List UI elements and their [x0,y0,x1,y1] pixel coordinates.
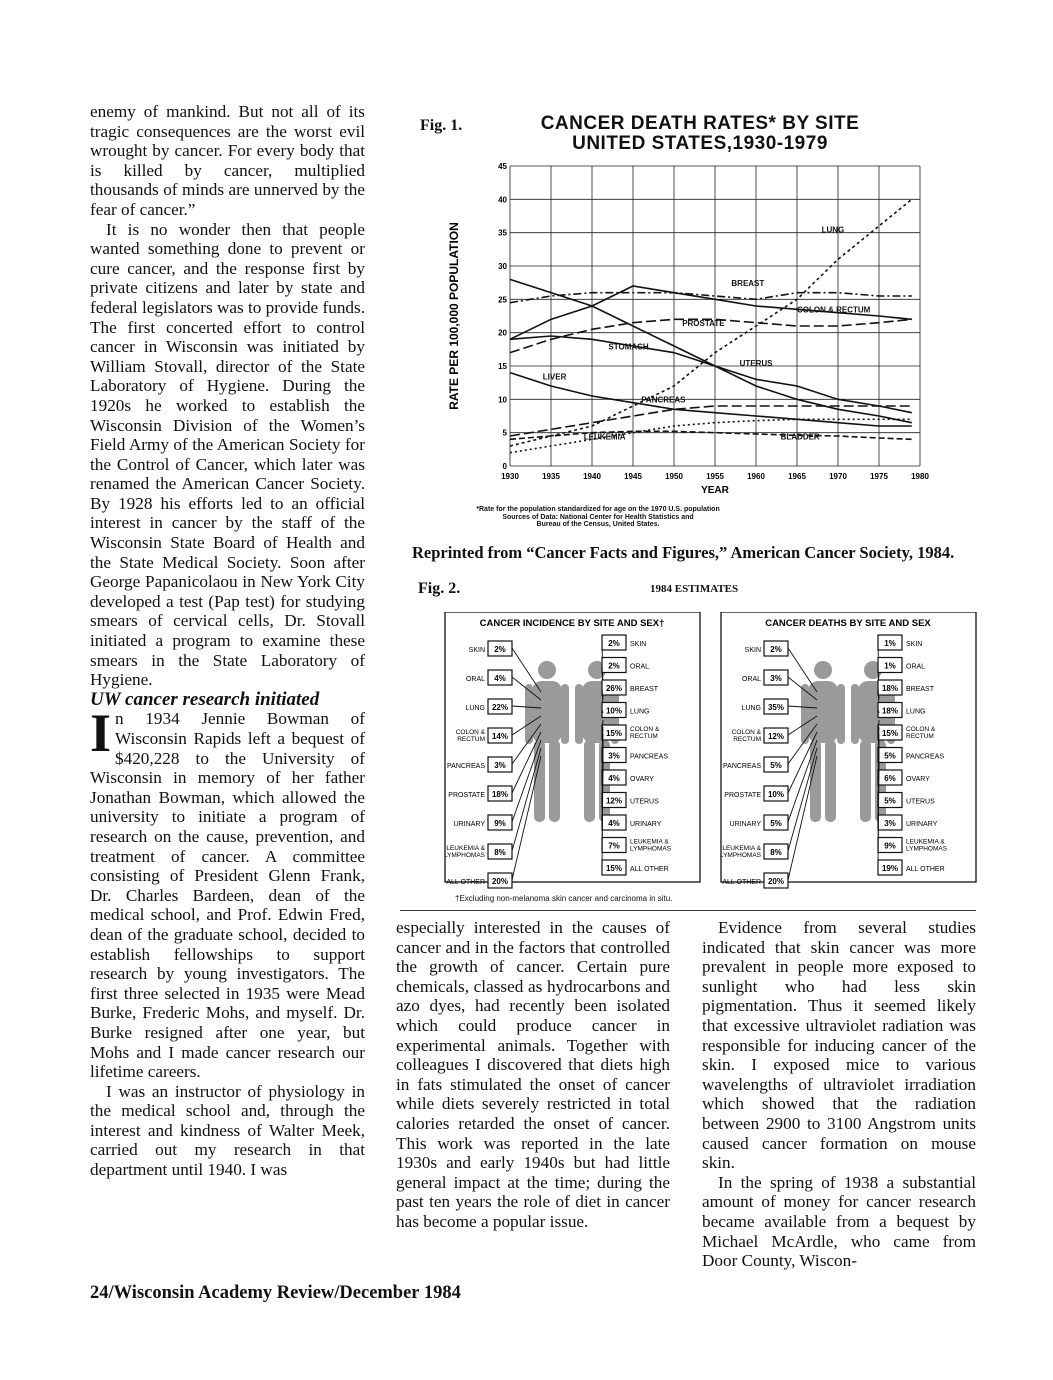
percent-value: 5% [770,819,782,828]
site-label: SKIN [468,647,485,654]
x-tick-label: 1965 [788,472,806,481]
percent-value: 15% [605,864,623,873]
percent-value: 8% [770,848,782,857]
site-label: RECTUM [906,733,934,740]
x-axis-label: YEAR [701,485,729,496]
percent-value: 3% [608,751,620,761]
site-label: PANCREAS [630,753,668,761]
panel-title: CANCER INCIDENCE BY SITE AND SEX† [479,618,665,629]
percent-value: 20% [491,877,509,886]
site-label: COLON & [455,729,485,736]
series-label: STOMACH [608,342,649,352]
percent-value: 22% [491,703,509,712]
percent-value: 2% [494,645,506,654]
leg [860,740,871,822]
site-label: PANCREAS [906,753,944,761]
site-label: URINARY [729,821,761,828]
site-label: COLON & [630,726,660,733]
percent-value: 4% [608,819,620,828]
torso [808,681,838,743]
article-column-1 [90,102,365,1180]
site-label: URINARY [453,821,485,828]
y-tick-label: 25 [498,295,507,305]
site-label: SKIN [630,641,647,648]
percent-value: 26% [605,684,623,693]
series-label: COLON & RECTUM [797,305,871,315]
percent-value: 3% [884,819,896,828]
percent-value: 15% [881,729,899,738]
site-label: LUNG [741,705,761,712]
y-tick-label: 40 [498,195,507,205]
figure-2-label: Fig. 2. [418,580,461,597]
site-label: ALL OTHER [722,879,761,886]
arm [851,684,859,744]
percent-value: 9% [494,819,506,828]
cancer-death-rates-chart [440,160,960,505]
y-tick-label: 0 [502,462,507,471]
site-label: UTERUS [630,798,659,806]
head [538,661,556,679]
x-tick-label: 1955 [706,472,724,481]
series-line [510,293,912,303]
percent-value: 4% [494,674,506,683]
percent-value: 7% [608,841,620,851]
site-label: SKIN [906,641,923,648]
y-tick-label: 30 [498,262,507,271]
panel-title: CANCER DEATHS BY SITE AND SEX [765,618,931,629]
percent-value: 18% [491,790,509,799]
site-label: LYMPHOMAS [906,845,948,853]
y-tick-label: 45 [498,162,507,171]
paragraph [90,703,365,1082]
head [814,661,832,679]
estimates-heading: 1984 ESTIMATES [650,583,739,595]
percent-value: 10% [767,790,785,799]
site-label: BREAST [906,686,935,693]
footnote-line: Sources of Data: National Center for Health Statistics and [502,513,694,521]
drop-cap: I [90,703,112,764]
arm [575,684,583,744]
series-label: PANCREAS [641,395,686,405]
leg [549,740,560,822]
percent-value: 18% [881,706,899,716]
figure-2-footnote: †Excluding non-melanoma skin cancer and carcinoma in situ. [455,894,673,903]
percent-value: 5% [884,796,896,806]
torso [532,681,562,743]
article-column-2 [396,918,670,1232]
site-label: ALL OTHER [630,866,669,873]
series-label: LUNG [821,225,845,235]
series-label: LIVER [542,372,567,382]
site-label: LYMPHOMAS [443,852,485,859]
percent-value: 3% [494,761,506,770]
figure-1-label: Fig. 1. [420,117,463,134]
percent-value: 19% [881,864,899,873]
site-label: PROSTATE [724,792,761,799]
site-label: PANCREAS [723,763,761,770]
site-label: RECTUM [457,736,485,743]
site-label: LYMPHOMAS [630,845,672,853]
site-label: URINARY [630,821,662,828]
x-tick-label: 1980 [911,472,929,481]
paragraph: I was an instructor of physiology in the medical school and, through the interest and kindness of Walter Meek, carried out my research in that department until 1940. I was [90,1081,365,1180]
figure-1-title-line-1: CANCER DEATH RATES* BY SITE [540,113,860,134]
incidence-panel [444,612,700,888]
series-label: LEUKEMIA [583,432,626,442]
percent-value: 6% [884,774,896,783]
cancer-by-site-panels [443,612,983,894]
site-label: LEUKEMIA & [906,838,945,846]
percent-value: 2% [608,639,620,648]
site-label: URINARY [906,821,938,828]
paragraph: enemy of mankind. But not all of its tragic consequences are the worst evil wrought by cancer. For every body that is killed by cancer, multiplied thousands of minds are unnerved by the fear of cancer.” [90,102,365,219]
percent-value: 5% [884,751,896,761]
x-tick-label: 1975 [870,472,888,481]
y-tick-label: 5 [502,428,507,438]
percent-value: 5% [770,761,782,770]
deaths-panel [720,612,976,888]
site-label: PROSTATE [448,792,485,799]
site-label: SKIN [744,647,761,654]
y-tick-label: 35 [498,228,507,238]
paragraph: It is no wonder then that people wanted something done to prevent or cure cancer, and the response first by private citizens and later by state and federal legislators was to provide funds. The first concerted effort to control cancer in Wisconsin was initiated by William Stovall, director of the State Laboratory of Hygiene. During the 1920s he worked to establish the Wisconsin Division of the Women’s Field Army of the American Society for the Control of Cancer, which later was renamed the American Cancer Society. By 1928 his efforts led to an official interest in cancer by the staff of the Wisconsin State Board of Health and the State Medical Society. Soon after George Papanicolaou in New York City developed a test (Pap test) for studying smears of cervical cells, Dr. Stovall initiated a program to examine these smears in the State Laboratory of Hygiene. [90,219,365,690]
percent-value: 4% [608,774,620,783]
y-tick-label: 15 [498,362,507,371]
footnote-line: *Rate for the population standardized for age on the 1970 U.S. population [476,506,720,513]
paragraph: Evidence from several studies indicated that skin cancer was more prevalent in people more exposed to sunlight who had less skin pigmentation. Thus it seemed likely that excessive ultraviolet radiation was responsible for inducing cancer of the skin. I exposed mice to various wavelengths of ultraviolet irradiation which showed that the radiation between 2900 to 3100 Angstrom units caused cancer formation on mouse skin. [702,918,976,1173]
y-axis-label: RATE PER 100,000 POPULATION [447,222,461,410]
site-label: ORAL [906,663,926,671]
site-label: COLON & [906,726,936,733]
divider [400,910,976,911]
series-label: PROSTATE [682,319,725,328]
page-footer: 24/Wisconsin Academy Review/December 1984 [90,1283,461,1303]
y-tick-label: 20 [498,328,507,338]
x-tick-label: 1945 [624,472,642,481]
leg [825,740,836,822]
figure-1-title [500,114,900,154]
site-label: RECTUM [630,733,658,740]
percent-value: 18% [881,684,899,693]
percent-value: 12% [605,796,623,806]
series-label: BLADDER [780,432,820,442]
site-label: LEUKEMIA & [630,838,669,846]
percent-value: 2% [608,661,620,671]
percent-value: 8% [494,848,506,857]
percent-value: 9% [884,841,896,851]
site-label: UTERUS [906,798,935,806]
x-tick-label: 1950 [665,472,683,481]
x-tick-label: 1930 [501,472,519,481]
site-label: PANCREAS [447,763,485,770]
x-tick-label: 1940 [583,472,601,481]
arm [561,684,569,744]
percent-value: 1% [884,639,896,648]
footnote-line: Bureau of the Census, United States. [536,521,660,528]
reprinted-credit: Reprinted from “Cancer Facts and Figures,” American Cancer Society, 1984. [412,543,955,562]
figure-1-title-line-2: UNITED STATES,1930-1979 [572,133,828,154]
site-label: ORAL [741,676,761,683]
site-label: LYMPHOMAS [719,852,761,859]
percent-value: 35% [767,703,785,712]
site-label: LUNG [906,708,926,716]
paragraph: especially interested in the causes of cancer and in the factors that controlled the growth of cancer. Certain pure chemicals, classed as hydrocarbons and azo dyes, had recently been isolated which could produce cancer in experimental animals. Together with colleagues I discovered that diets high in fats stimulated the onset of cancer while diets severely restricted in total calories retarded the onset of cancer. This work was reported in the late 1930s and early 1940s but had little general impact at the time; during the past ten years the role of diet in cancer has become a popular issue. [396,918,670,1231]
x-tick-label: 1960 [747,472,765,481]
leg [584,740,595,822]
percent-value: 12% [767,732,785,741]
site-label: ALL OTHER [446,879,485,886]
site-label: ORAL [630,663,650,671]
site-label: RECTUM [733,736,761,743]
site-label: OVARY [630,776,654,783]
section-heading: UW cancer research initiated [90,688,320,710]
site-label: LEUKEMIA & [446,845,485,852]
arm [837,684,845,744]
site-label: ALL OTHER [906,866,945,873]
percent-value: 15% [605,729,623,738]
site-label: COLON & [731,729,761,736]
x-tick-label: 1970 [829,472,847,481]
paragraph-text: n 1934 Jennie Bowman of Wisconsin Rapids left a bequest of $420,228 to the University of Wisconsin in memory of her father Jonathan Bowman, which allowed the university to initiate a program of research on the cause, prevention, and treatment of cancer. A committee consisting of President Glenn Frank, Dr. Charles Bardeen, dean of the medical school, and Prof. Edwin Fred, dean of the graduate school, decided to establish fellowships to support research by young investigators. The first three selected in 1935 were Mead Burke, Frederic Mohs, and myself. Dr. Burke resigned after one year, but Mohs and I made cancer research our lifetime careers. [90,709,365,1082]
article-column-3 [702,918,976,1271]
percent-value: 1% [884,661,896,671]
series-line [510,336,912,413]
site-label: OVARY [906,776,930,783]
site-label: LEUKEMIA & [722,845,761,852]
y-tick-label: 10 [498,395,507,405]
series-label: BREAST [731,279,765,288]
percent-value: 2% [770,645,782,654]
paragraph: In the spring of 1938 a substantial amount of money for cancer research became available from a bequest by Michael McArdle, who came from Door County, Wiscon- [702,1172,976,1271]
percent-value: 3% [770,674,782,683]
figure-1-footnote [448,506,748,529]
percent-value: 14% [491,732,509,741]
site-label: BREAST [630,686,659,693]
site-label: ORAL [465,676,485,683]
series-label: UTERUS [739,359,773,368]
percent-value: 10% [605,706,623,716]
percent-value: 20% [767,877,785,886]
site-label: LUNG [465,705,485,712]
x-tick-label: 1935 [542,472,560,481]
site-label: LUNG [630,708,650,716]
